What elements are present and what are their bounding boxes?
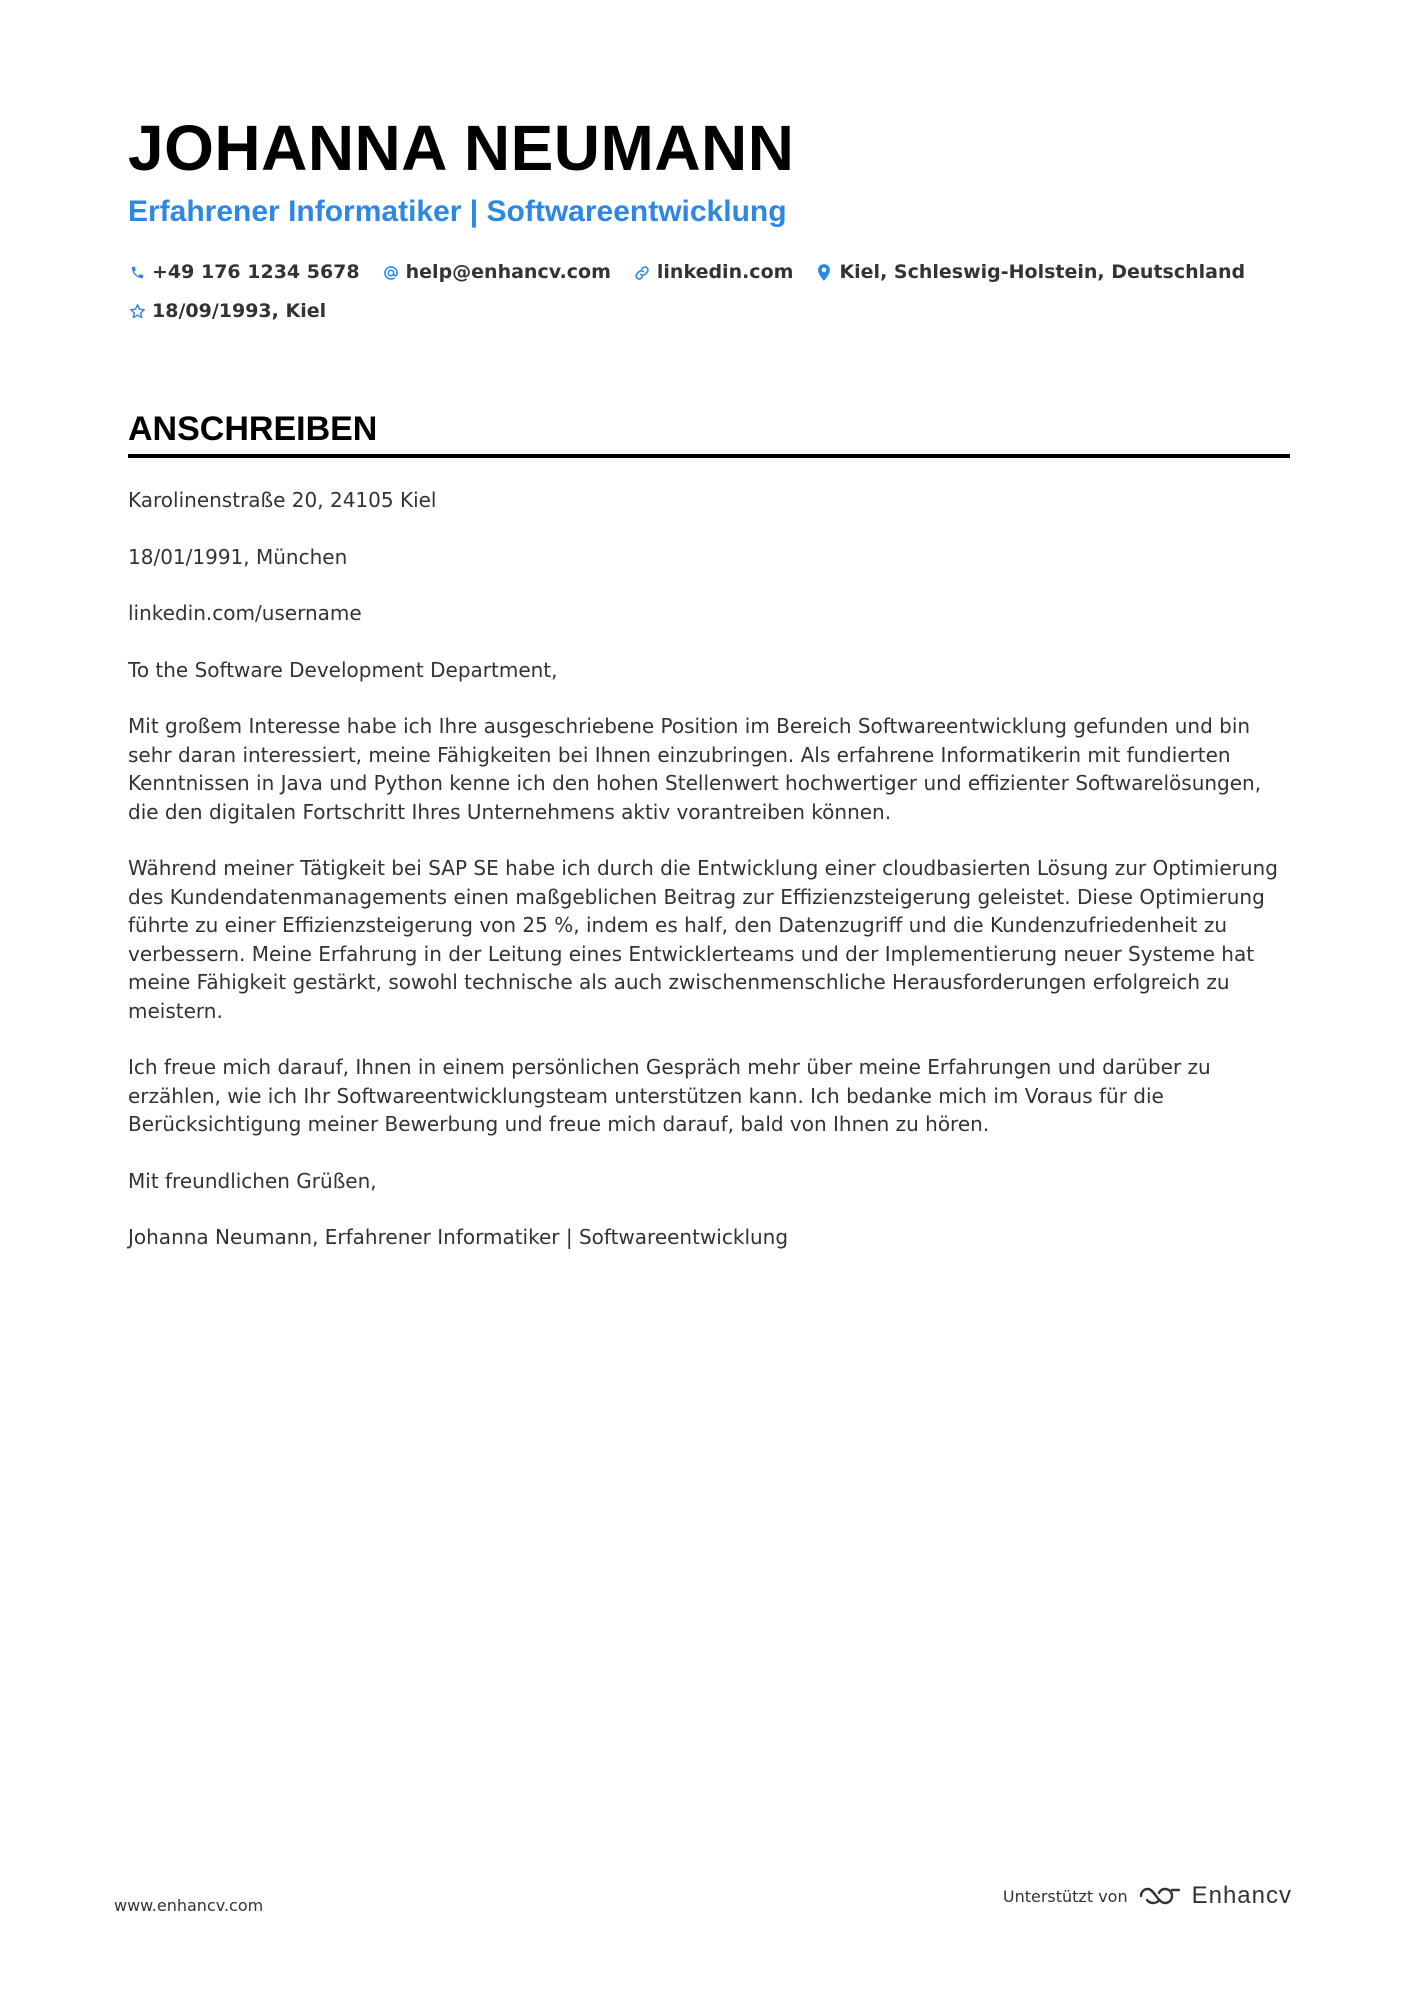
sender-address: Karolinenstraße 20, 24105 Kiel [128,488,437,512]
location-pin-icon [815,264,833,282]
signature: Johanna Neumann, Erfahrener Informatiker | Softwareentwicklung [128,1225,789,1249]
salutation: To the Software Development Department, [128,657,558,682]
closing: Mit freundlichen Grüßen, [128,1168,377,1193]
link-icon [633,264,651,282]
footer-branding[interactable] [1003,1882,1292,1910]
phone-icon [128,264,146,282]
applicant-title: Erfahrener Informatiker | Softwareentwicklung [128,195,787,228]
letter-date-place: 18/01/1991, München [128,544,348,569]
contact-linkedin[interactable] [633,260,794,285]
contact-phone-text: +49 176 1234 5678 [152,261,360,283]
enhancv-logo-icon [1138,1884,1182,1908]
letter-body [128,486,1290,1252]
contact-birth [128,299,326,324]
profile-link[interactable]: linkedin.com/username [128,601,362,625]
contact-info [128,260,1268,324]
letter-paragraph: Mit großem Interesse habe ich Ihre ausgeschriebene Position im Bereich Softwareentwicklung gefunden und bin sehr daran interessiert, meine Fähigkeiten bei Ihnen einzubringen. Als erfahrene Informatikerin mit fundierten Kenntnissen in Java und Python kenne ich den hohen Stellenwert hochwertiger und effizienter Softwarelösungen, die den digitalen Fortschritt Ihres Unternehmens aktiv vorantreiben können. [128,714,1262,824]
footer-website[interactable]: www.enhancv.com [114,1896,264,1915]
contact-location [815,260,1245,285]
contact-birth-text: 18/09/1993, Kiel [152,300,327,322]
letter-paragraph: Während meiner Tätigkeit bei SAP SE habe ich durch die Entwicklung einer cloudbasierten Lösung zur Optimierung des Kundendatenmanagements einen maßgeblichen Beitrag zur Effizienzsteigerung geleistet. Diese Optimierung führte zu einer Effizienzsteigerung von 25 %, indem es half, den Datenzugriff und die Kundenzufriedenheit zu verbessern. Meine Erfahrung in der Leitung eines Entwicklerteams und der Implementierung neuer Systeme hat meine Fähigkeit gestärkt, sowohl technische als auch zwischenmenschliche Herausforderungen erfolgreich zu meistern. [128,856,1278,1023]
letter-paragraph: Ich freue mich darauf, Ihnen in einem persönlichen Gespräch mehr über meine Erfahrungen und darüber zu erzählen, wie ich Ihr Softwareentwicklungsteam unterstützen kann. Ich bedanke mich im Voraus für die Berücksichtigung meiner Bewerbung und freue mich darauf, bald von Ihnen zu hören. [128,1055,1211,1136]
powered-by-label: Unterstützt von [1002,1886,1128,1906]
section-title: ANSCHREIBEN [128,410,378,448]
contact-email[interactable] [382,260,611,285]
at-icon [382,264,400,282]
star-icon [128,303,146,321]
brand-name: Enhancv [1191,1882,1292,1909]
contact-location-text: Kiel, Schleswig-Holstein, Deutschland [839,261,1246,283]
section-divider [128,454,1290,458]
contact-email-text: help@enhancv.com [405,261,611,283]
contact-phone[interactable] [128,260,360,285]
contact-linkedin-text: linkedin.com [656,261,794,283]
applicant-name: JOHANNA NEUMANN [128,112,795,184]
cover-letter-page [128,110,1290,1280]
enhancv-logo [1138,1882,1292,1910]
